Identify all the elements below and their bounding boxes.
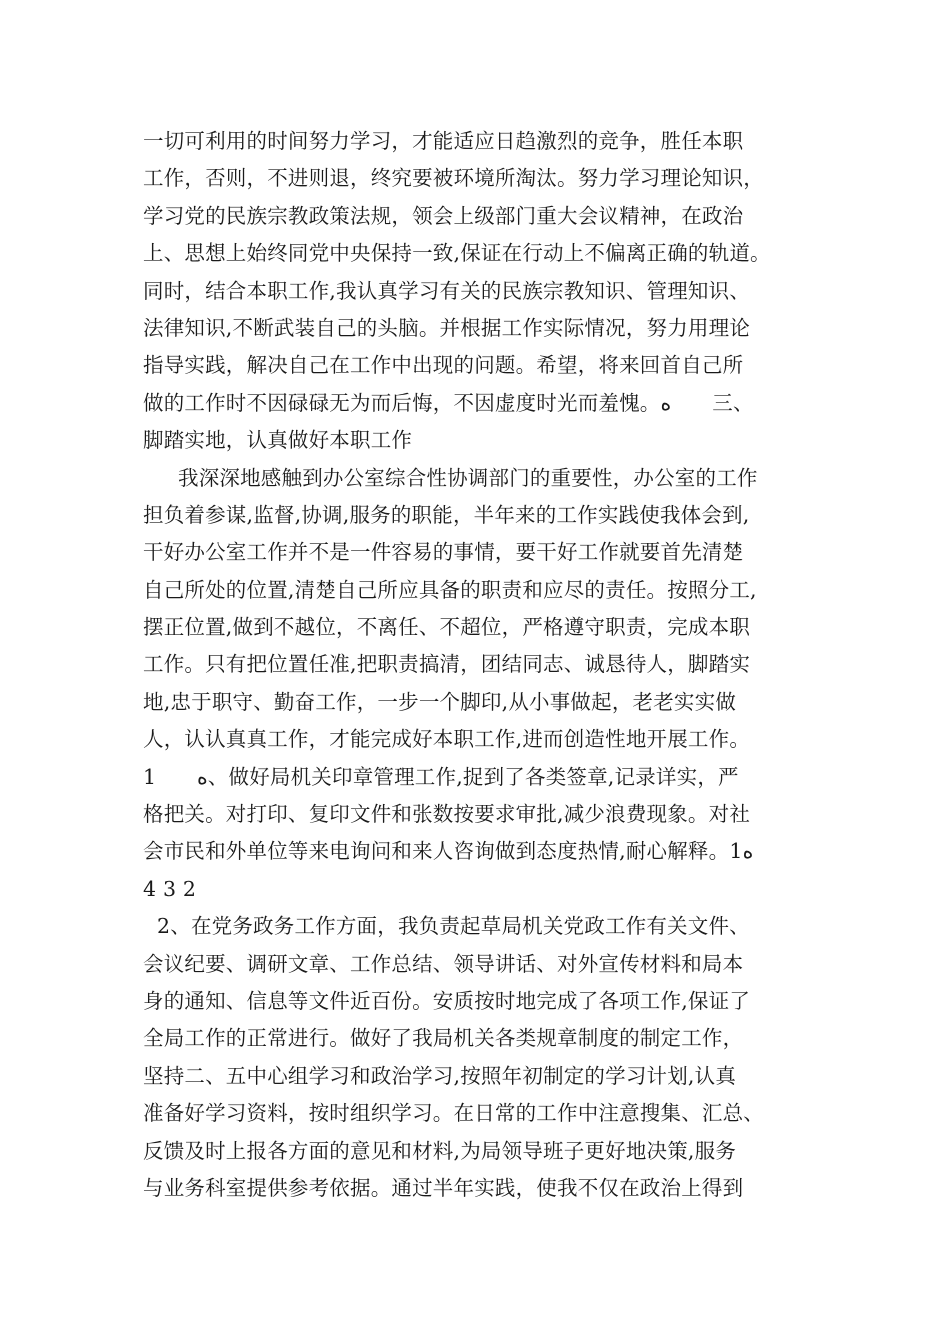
text-line: 干好办公室工作并不是一件容易的事情，要干好工作就要首先清楚 bbox=[143, 540, 744, 565]
text-line: 坚持二、五中心组学习和政治学习,按照年初制定的学习计划,认真 bbox=[143, 1063, 737, 1088]
text-line: 法律知识,不断武装自己的头脑。并根据工作实际情况，努力用理论 bbox=[143, 315, 751, 340]
text-line: 全局工作的正常进行。做好了我局机关各类规章制度的制定工作， bbox=[143, 1026, 744, 1051]
text-line: 格把关。对打印、复印文件和张数按要求审批,减少浪费现象。对社 bbox=[143, 802, 751, 827]
text-line: 工作。只有把位置任准,把职责搞清，团结同志、诚恳待人，脚踏实 bbox=[143, 652, 751, 677]
text-line: 准备好学习资料，按时组织学习。在日常的工作中注意搜集、汇总、 bbox=[143, 1101, 764, 1126]
text-line: 我深深地感触到办公室综合性协调部门的重要性，办公室的工作 bbox=[178, 465, 758, 490]
text-line: 担负着参谋,监督,协调,服务的职能，半年来的工作实践使我体会到, bbox=[143, 502, 750, 527]
text-line: 上、思想上始终同党中央保持一致,保证在行动上不偏离正确的轨道。 bbox=[143, 241, 771, 266]
text-line: 自己所处的位置,清楚自己所应具备的职责和应尽的责任。按照分工, bbox=[143, 577, 757, 602]
text-line: 身的通知、信息等文件近百份。安质按时地完成了各项工作,保证了 bbox=[143, 988, 751, 1013]
text-line: 1 ﻩ、做好局机关印章管理工作,捉到了各类签章,记录详实，严 bbox=[143, 764, 739, 789]
text-line: 会议纪要、调研文章、工作总结、领导讲话、对外宣传材料和局本 bbox=[143, 951, 744, 976]
text-line: 会市民和外单位等来电询问和来人咨询做到态度热情,耐心解释。1ﻩ bbox=[143, 839, 754, 864]
text-line: 做的工作时不因碌碌无为而后悔，不因虚度时光而羞愧。ﻩ 三、 bbox=[143, 390, 754, 415]
text-line: 同时，结合本职工作,我认真学习有关的民族宗教知识、管理知识、 bbox=[143, 278, 751, 303]
text-line: 人，认认真真工作，才能完成好本职工作,进而创造性地开展工作。 bbox=[143, 727, 751, 752]
text-line: 4 3 2 bbox=[143, 876, 197, 901]
text-line: 学习党的民族宗教政策法规，领会上级部门重大会议精神，在政治 bbox=[143, 203, 744, 228]
text-line: 反馈及时上报各方面的意见和材料,为局领导班子更好地决策,服务 bbox=[143, 1138, 737, 1163]
text-line: 指导实践，解决自己在工作中出现的问题。希望，将来回首自己所 bbox=[143, 353, 744, 378]
text-line: 与业务科室提供参考依据。通过半年实践，使我不仅在政治上得到 bbox=[143, 1175, 744, 1200]
text-line: 地,忠于职守、勤奋工作，一步一个脚印,从小事做起，老老实实做 bbox=[143, 689, 737, 714]
text-line: 2、在党务政务工作方面，我负责起草局机关党政工作有关文件、 bbox=[157, 914, 750, 939]
text-line: 脚踏实地，认真做好本职工作 bbox=[143, 428, 413, 453]
text-line: 一切可利用的时间努力学习，才能适应日趋激烈的竞争，胜任本职 bbox=[143, 129, 744, 153]
text-line: 工作，否则，不进则退，终究要被环境所淘汰。努力学习理论知识， bbox=[143, 166, 764, 191]
text-line: 摆正位置,做到不越位，不离任、不超位，严格遵守职责，完成本职 bbox=[143, 615, 751, 640]
document-body bbox=[143, 123, 833, 1207]
